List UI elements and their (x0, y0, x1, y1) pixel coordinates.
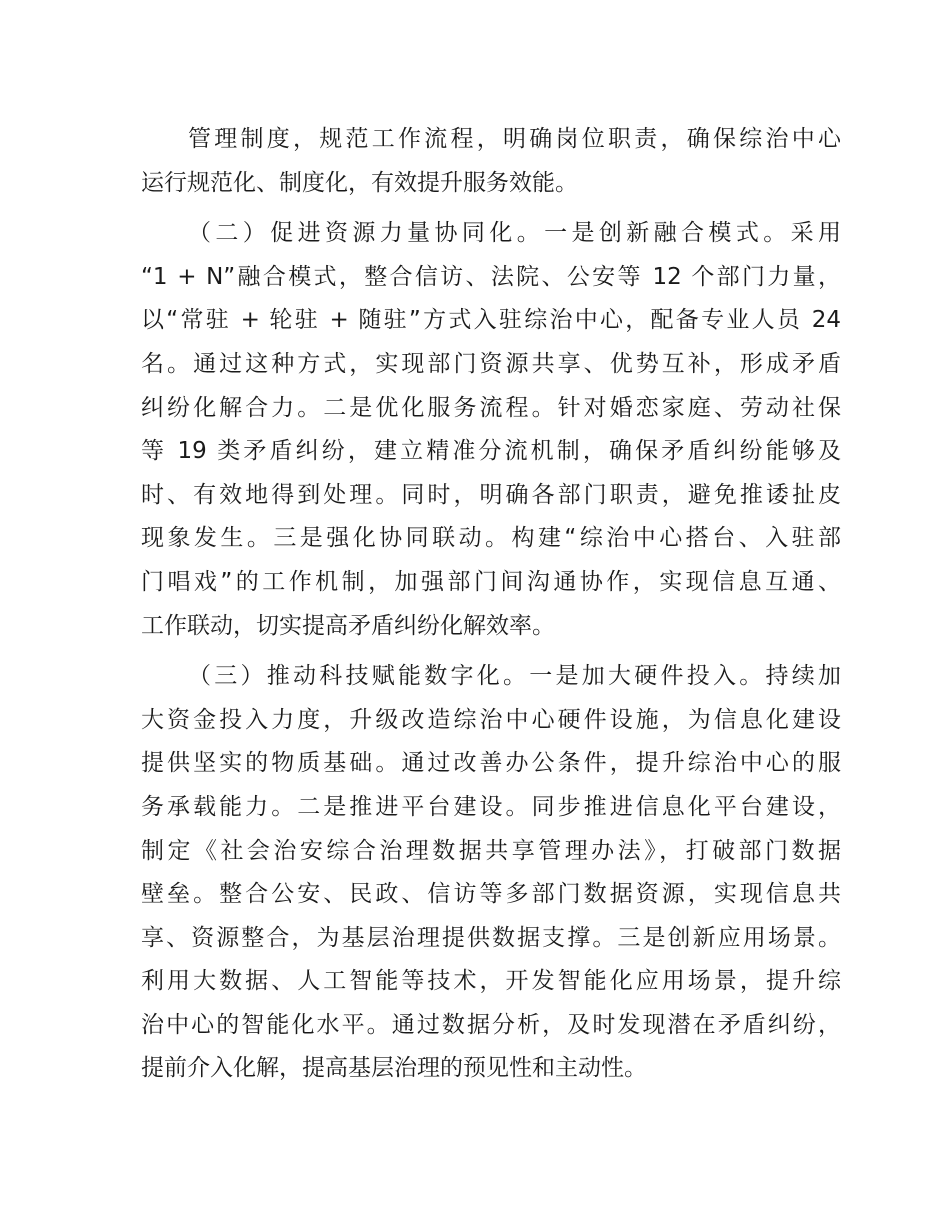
text-line: 管理制度，规范工作流程，明确岗位职责，确保综治中心 (188, 126, 841, 152)
text-line: 以“常驻 + 轮驻 + 随驻”方式入驻综治中心，配备专业人员 24 (141, 307, 841, 334)
text-line: 时、有效地得到处理。同时，明确各部门职责，避免推诿扯皮 (141, 481, 841, 508)
text-line: 工作联动，切实提高矛盾纠纷化解效率。 (141, 612, 555, 639)
text-line: 提供坚实的物质基础。通过改善办公条件，提升综治中心的服 (141, 750, 841, 777)
text-line: 大资金投入力度，升级改造综治中心硬件设施，为信息化建设 (141, 706, 841, 733)
text-line: 制定《社会治安综合治理数据共享管理办法》，打破部门数据 (141, 837, 841, 864)
text-line: 务承载能力。二是推进平台建设。同步推进信息化平台建设， (141, 793, 841, 820)
paragraph-management-system (141, 118, 841, 205)
text-line: 现象发生。三是强化协同联动。构建“综治中心搭台、入驻部 (141, 525, 841, 552)
text-line: 治中心的智能化水平。通过数据分析，及时发现潜在矛盾纠纷， (141, 1011, 841, 1038)
text-line: 名。通过这种方式，实现部门资源共享、优势互补，形成矛盾 (141, 350, 841, 377)
paragraph-resource-coordination (141, 212, 841, 648)
text-line: 壁垒。整合公安、民政、信访等多部门数据资源，实现信息共 (141, 881, 841, 908)
text-line: 利用大数据、人工智能等技术，开发智能化应用场景，提升综 (141, 968, 841, 995)
paragraph-digital-empowerment (141, 655, 841, 1091)
text-line: 门唱戏”的工作机制，加强部门间沟通协作，实现信息互通、 (141, 568, 841, 595)
text-line: 等 19 类矛盾纠纷，建立精准分流机制，确保矛盾纠纷能够及 (141, 438, 841, 465)
section-heading-line: （二）促进资源力量协同化。一是创新融合模式。采用 (188, 220, 841, 247)
document-body (141, 118, 841, 1091)
text-line: 提前介入化解，提高基层治理的预见性和主动性。 (141, 1055, 647, 1082)
section-heading-line: （三）推动科技赋能数字化。一是加大硬件投入。持续加 (188, 663, 841, 690)
text-line: 纠纷化解合力。二是优化服务流程。针对婚恋家庭、劳动社保 (141, 394, 841, 421)
text-line: 运行规范化、制度化，有效提升服务效能。 (141, 169, 578, 196)
text-line: “1 + N”融合模式，整合信访、法院、公安等 12 个部门力量， (141, 263, 841, 290)
text-line: 享、资源整合，为基层治理提供数据支撑。三是创新应用场景。 (141, 924, 841, 951)
